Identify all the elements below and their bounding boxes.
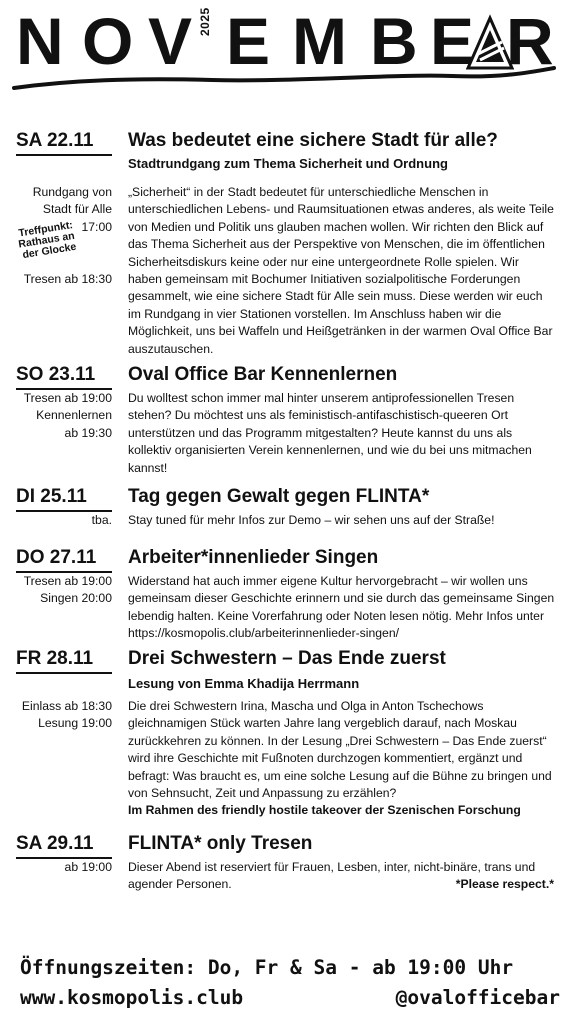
event-title: Was bedeutet eine sichere Stadt für alle? — [128, 130, 498, 151]
year-label: 2025 — [198, 7, 212, 36]
title-letter: R — [506, 4, 554, 78]
event-description: Stay tuned für mehr Infos zur Demo – wir sehen uns auf der Straße! — [128, 513, 495, 527]
title-letter: O — [82, 4, 134, 78]
event-description: Du wolltest schon immer mal hinter unserem antiprofessionellen Tresen stehen? Du möchtest uns als feministisch-antifaschistisch-queeren Ort unterstützen und das Programm mitgestalten? Heute kannst du uns als kollektiv organisierten Verein kennenlernen, und wie du bei uns mitmachen kannst! — [128, 391, 532, 475]
event-side-info: tba. — [91, 513, 112, 527]
event-date: SO 23.11 — [16, 364, 95, 386]
event-subtitle: Lesung von Emma Khadija Herrmann — [128, 676, 360, 691]
event-description: Widerstand hat auch immer eigene Kultur hervorgebracht – wir wollen uns gemeinsam dieser Geschichte erinnern und sie durch das gemeinsame Singen lebendig halten. Keine Vorerfahrung oder Noten lesen nötig. Mehr Infos unter https://kosmopolis.club/arbeiterinnenlieder-singen/ — [128, 574, 555, 641]
event-title: Tag gegen Gewalt gegen FLINTA* — [128, 486, 430, 507]
event-side-info: Einlass ab 18:30 Lesung 19:00 — [21, 699, 112, 731]
event-date: SA 22.11 — [16, 130, 93, 152]
event-description: Die drei Schwestern Irina, Mascha und Olga in Anton Tschechows gleichnamigen Stück warten Jahre lang vergeblich darauf, nach Moskau zurückkehren zu können. In der Lesung „Drei Schwestern – Das Ende zuerst“ wird ihre Geschichte mit Fußnoten durchzogen kommentiert, ergänzt und befragt: Was braucht es, um eine solche Lesung auf die Bühne zu bringen und von Sehnsucht, Zeit und Anpassung zu erzählen? Im Rahmen des friendly hostile takeover der Szenischen Forschung — [128, 698, 556, 820]
title-letter: B — [370, 4, 418, 78]
event-side-info: Tresen ab 19:00 Singen 20:00 — [23, 574, 112, 606]
event-description: Dieser Abend ist reserviert für Frauen, Lesben, inter, nicht-binäre, trans und agender Personen. — [128, 860, 536, 892]
date-underline — [16, 672, 112, 674]
event-date: DO 27.11 — [16, 547, 96, 569]
title-letter: N — [16, 4, 64, 78]
event-date: DI 25.11 — [16, 486, 87, 508]
title-letter: E — [430, 4, 475, 78]
title-letter: E — [226, 4, 271, 78]
event-title: Drei Schwestern – Das Ende zuerst — [128, 648, 446, 669]
event-side-info: Rundgang von Stadt für Alle 17:00 Tresen ab 18:30 — [23, 185, 112, 287]
meeting-point-note: Treffpunkt: Rathaus an der Glocke — [17, 219, 78, 262]
instagram-handle[interactable]: @ovalofficebar — [395, 986, 560, 1009]
header — [0, 0, 572, 100]
wave-divider — [12, 64, 557, 94]
event-description: „Sicherheit“ in der Stadt bedeutet für unterschiedliche Menschen in unterschiedlichen Lebens- und Raumsituationen etwas anderes, als weite Teile von Medien und Politik uns glauben machen wollen. Wir richten den Blick auf das Thema Sicherheit aus der Perspektive von Menschen, die im öffentlichen Sicherheitsdiskurs keine oder nur eine untergeordnete Rolle spielen. Wir haben gemeinsam mit Bochumer Initiativen sozialpolitische Forderungen gesammelt, wie eine sichere Stadt für Alle sein muss. Diese werden wir euch im Rundgang in vier Stationen vorstellen. Im Anschluss haben wir die Möglichkeit, uns bei Waffeln und Heißgetränken in der warmen Oval Office Bar auszutauschen. — [128, 185, 554, 356]
event-date: SA 29.11 — [16, 833, 93, 855]
date-underline — [16, 154, 112, 156]
event-side-info: ab 19:00 — [64, 860, 112, 874]
title-letter: M — [292, 4, 347, 78]
event-subtitle: Stadtrundgang zum Thema Sicherheit und Ordnung — [128, 156, 448, 171]
event-side-info: Tresen ab 19:00 Kennenlernen ab 19:30 — [23, 391, 112, 440]
event-title: Arbeiter*innenlieder Singen — [128, 547, 379, 568]
event-date: FR 28.11 — [16, 648, 93, 670]
please-respect-note: *Please respect.* — [455, 877, 554, 891]
event-note-bold: Im Rahmen des friendly hostile takeover der Szenischen Forschung — [128, 803, 521, 818]
title-letter: V — [148, 4, 193, 78]
event-title: FLINTA* only Tresen — [128, 833, 313, 854]
event-title: Oval Office Bar Kennenlernen — [128, 364, 398, 385]
website-link[interactable]: www.kosmopolis.club — [20, 986, 244, 1009]
